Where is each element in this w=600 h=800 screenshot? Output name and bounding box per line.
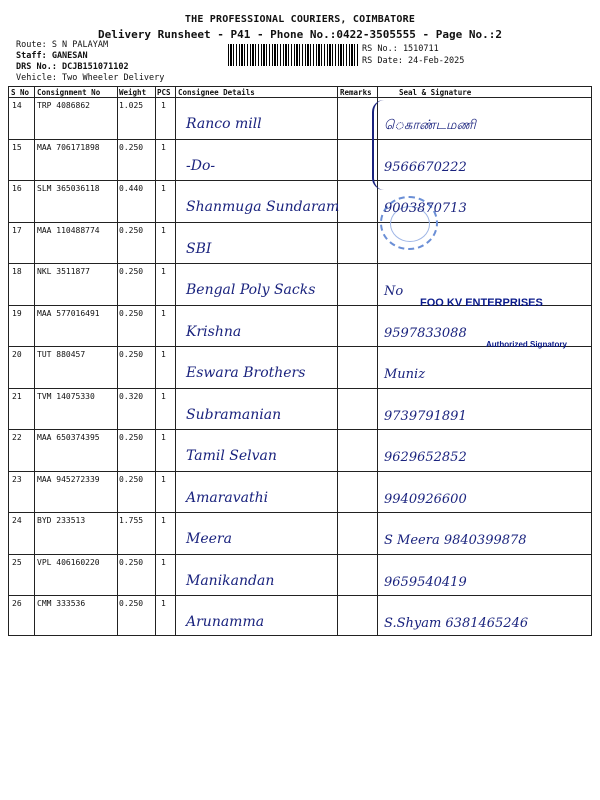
row-pcs: 1 [161, 557, 166, 567]
row-consignment-no: MAA 650374395 [37, 433, 100, 442]
row-signature: 9566670222 [384, 159, 467, 175]
row-pcs: 1 [161, 433, 166, 442]
row-consignment-no: MAA 577016491 [37, 308, 100, 318]
row-pcs: 1 [161, 599, 166, 608]
runsheet-title: Delivery Runsheet - P41 - Phone No.:0422-3505555 - Page No.:2 [98, 28, 502, 41]
row-consignment-no: CMM 333536 [37, 599, 86, 608]
row-signature: Muniz [384, 367, 426, 382]
row-sno: 15 [12, 142, 22, 152]
row-consignment-no: SLM 365036118 [37, 184, 100, 193]
col-seal: Seal & Signature [399, 88, 472, 97]
row-signature: S.Shyam 6381465246 [384, 616, 529, 631]
stamp-authorized: Authorized Signatory [486, 340, 567, 349]
drs-label: DRS No.: DCJB151071102 [16, 62, 129, 72]
row-weight: 0.250 [119, 350, 144, 359]
row-sno: 20 [12, 350, 22, 359]
row-consignee: Arunamma [186, 614, 265, 630]
row-pcs: 1 [161, 267, 166, 276]
row-consignee: -Do- [186, 157, 216, 174]
row-pcs: 1 [161, 225, 166, 235]
rs-date: RS Date: 24-Feb-2025 [362, 56, 465, 66]
row-pcs: 1 [161, 142, 166, 152]
row-sno: 14 [12, 101, 22, 110]
col-weight: Weight [119, 88, 147, 97]
row-sno: 18 [12, 267, 22, 276]
row-weight: 0.320 [119, 391, 144, 401]
row-consignee: Amaravathi [186, 489, 269, 506]
row-consignee: Bengal Poly Sacks [186, 282, 316, 298]
staff-label: Staff: GANESAN [16, 51, 88, 61]
col-consignee: Consignee Details [178, 88, 255, 97]
row-sno: 17 [12, 225, 22, 235]
row-weight: 0.250 [119, 557, 144, 567]
row-pcs: 1 [161, 350, 166, 359]
row-sno: 26 [12, 599, 22, 608]
col-pcs: PCS [157, 88, 171, 97]
row-sno: 25 [12, 557, 22, 567]
row-weight: 0.250 [119, 225, 144, 235]
row-weight: 0.440 [119, 184, 144, 193]
row-consignment-no: TUT 880457 [37, 350, 86, 359]
row-signature: S Meera 9840399878 [384, 533, 527, 548]
row-pcs: 1 [161, 516, 166, 525]
vehicle-label: Vehicle: Two Wheeler Delivery [16, 73, 165, 83]
row-signature: 9659540419 [384, 574, 467, 590]
row-consignee: Krishna [186, 323, 242, 340]
row-pcs: 1 [161, 474, 166, 484]
company-title: THE PROFESSIONAL COURIERS, COIMBATORE [184, 14, 416, 25]
row-consignment-no: NKL 3511877 [37, 267, 90, 276]
row-sno: 24 [12, 516, 22, 525]
row-signature: 9739791891 [384, 408, 467, 424]
row-signature: ெகாண்டமணி [384, 118, 476, 133]
stamp-company: FOO KV ENTERPRISES [420, 297, 543, 309]
row-signature: 9003870713 [384, 201, 467, 216]
row-consignment-no: BYD 233513 [37, 516, 86, 525]
row-consignment-no: TVM 14075330 [37, 391, 95, 401]
row-weight: 1.755 [119, 516, 144, 525]
row-consignee: Eswara Brothers [186, 365, 306, 381]
row-consignment-no: MAA 945272339 [37, 474, 100, 484]
row-sno: 22 [12, 433, 22, 442]
row-weight: 0.250 [119, 433, 144, 442]
row-weight: 0.250 [119, 308, 144, 318]
row-weight: 0.250 [119, 474, 144, 484]
row-consignee: Shanmuga Sundaram [186, 199, 340, 215]
row-signature: No [384, 284, 404, 299]
row-consignment-no: MAA 110488774 [37, 225, 100, 235]
row-signature: 9940926600 [384, 491, 467, 507]
row-sno: 23 [12, 474, 22, 484]
col-consignment: Consignment No [37, 88, 101, 97]
row-weight: 0.250 [119, 267, 144, 276]
col-remarks: Remarks [340, 88, 372, 97]
row-sno: 16 [12, 184, 22, 193]
row-consignee: Subramanian [186, 406, 282, 423]
row-consignee: Manikandan [186, 572, 275, 589]
col-sno: S No [11, 88, 30, 97]
row-consignee: SBI [186, 240, 212, 257]
row-consignment-no: TRP 4086862 [37, 101, 90, 110]
row-pcs: 1 [161, 184, 166, 193]
row-consignment-no: MAA 706171898 [37, 142, 100, 152]
rs-no: RS No.: 1510711 [362, 44, 439, 54]
row-sno: 19 [12, 308, 22, 318]
row-consignee: Meera [186, 531, 232, 547]
row-pcs: 1 [161, 391, 166, 401]
row-weight: 0.250 [119, 599, 144, 608]
row-sno: 21 [12, 391, 22, 401]
row-pcs: 1 [161, 308, 166, 318]
route-label: Route: S N PALAYAM [16, 40, 109, 50]
row-consignee: Tamil Selvan [186, 448, 277, 464]
row-pcs: 1 [161, 101, 166, 110]
row-weight: 1.025 [119, 101, 144, 110]
row-signature: 9597833088 [384, 325, 467, 341]
row-consignee: Ranco mill [186, 116, 262, 132]
row-weight: 0.250 [119, 142, 144, 152]
row-consignment-no: VPL 406160220 [37, 557, 100, 567]
row-signature: 9629652852 [384, 450, 467, 465]
